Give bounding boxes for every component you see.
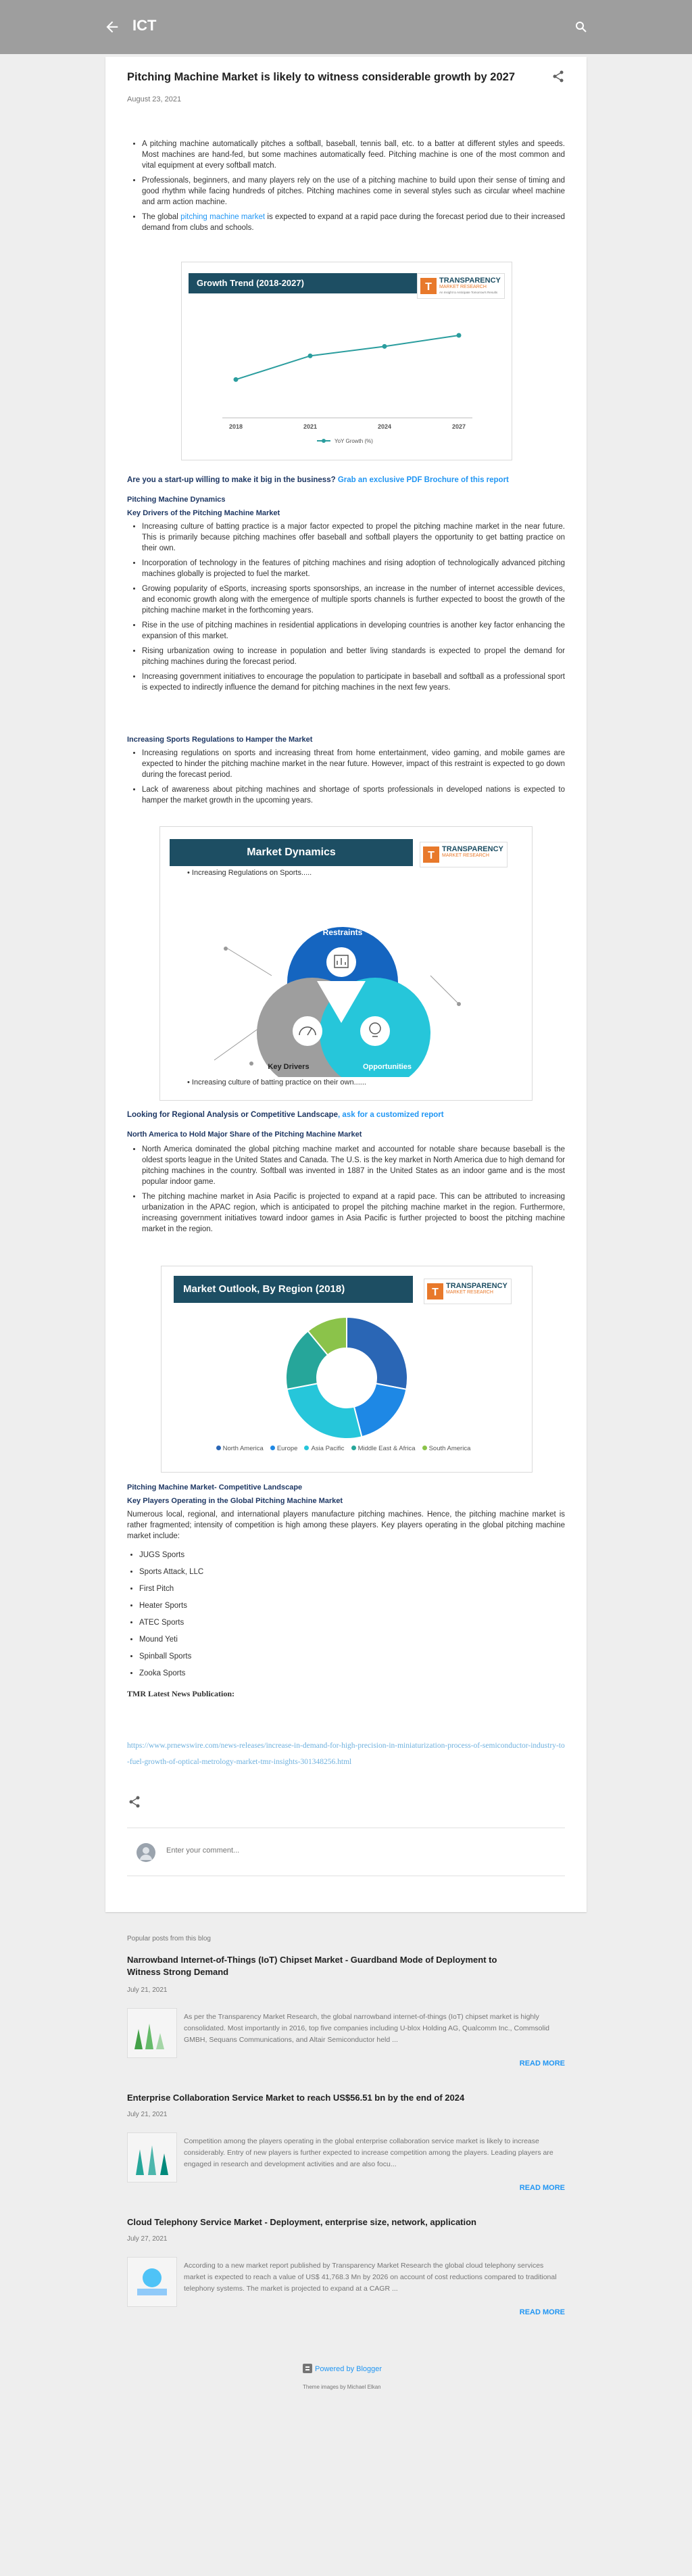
growth-line-chart: [182, 303, 512, 458]
avatar: [137, 1843, 155, 1862]
post-date: August 23, 2021: [127, 95, 182, 103]
figure-title: Market Outlook, By Region (2018): [174, 1276, 413, 1303]
players-intro: Numerous local, regional, and international players manufacture pitching machines. Hence, the pitching machine market is rather fragmented; intensity of competition is high among these players. Key players operating in the global pitching machine market include:: [127, 1510, 565, 1540]
restraints-heading: Increasing Sports Regulations to Hamper the Market: [127, 736, 313, 744]
player-item: • Heater Sports: [139, 1600, 565, 1611]
driver-bullet: • Growing popularity of eSports, increasing sports sponsorships, an increase in the number of internet accessible devices, and economic growth along with the emergence of multiple sports channels is further expected to boost the growth of the pitching machine market in the forthcoming years.: [142, 583, 565, 616]
tmr-logo: [420, 842, 508, 867]
players-list: [127, 1550, 565, 1679]
intro-bullet: • Professionals, beginners, and many players rely on the use of a pitching machine to build upon their sense of timing and good rhythm while facing hundreds of pitches. Pitching machines come in several styles such as circular wheel machine and arm action machine.: [142, 175, 565, 208]
news-heading: TMR Latest News Publication:: [127, 1689, 234, 1698]
intro-text: The global: [142, 213, 181, 221]
tmr-logo-mark-icon: [423, 846, 439, 863]
legend-item: [351, 1445, 416, 1452]
popular-post-date[interactable]: July 27, 2021: [127, 2235, 168, 2243]
series-line: [236, 335, 459, 379]
region-section: [127, 1129, 565, 1239]
popular-post-thumbnail[interactable]: [127, 2132, 177, 2183]
intro-bullet: • A pitching machine automatically pitches a softball, baseball, tennis ball, etc. to a batter at different styles and speeds. Most machines are hand-fed, but some machines automatically feed. Pitching machine is one of the most common and vital equipment at every softball match.: [142, 139, 565, 171]
key-drivers-label: Key Drivers: [268, 1063, 310, 1071]
legend-label: South America: [428, 1445, 471, 1452]
logo-text: TRANSPARENCY: [439, 277, 501, 285]
popular-post-snippet: Competition among the players operating in the global enterprise collaboration service market is likely to increase considerably. Entry of new players is further expected to increase competition among the players. Leading players are engaged in research and development activities and are also focu...: [184, 2137, 553, 2168]
back-arrow-icon[interactable]: [100, 15, 124, 39]
opportunities-icon-badge: [360, 1016, 390, 1046]
player-item: • JUGS Sports: [139, 1550, 565, 1560]
data-point: [457, 333, 462, 338]
legend-label: Middle East & Africa: [357, 1445, 416, 1452]
data-point: [308, 354, 313, 358]
theme-credit: Theme images by Michael Elkan: [303, 2384, 381, 2390]
popular-post-thumbnail[interactable]: [127, 2257, 177, 2307]
comment-input[interactable]: [165, 1846, 546, 1855]
share-icon[interactable]: [127, 1794, 142, 1809]
market-outlook-figure: [161, 1266, 533, 1473]
legend-dot: [216, 1446, 221, 1450]
restraints-label: Restraints: [322, 928, 363, 937]
post-title: Pitching Machine Market is likely to witness considerable growth by 2027: [127, 71, 516, 83]
driver-bullet: • Rise in the use of pitching machines in residential applications in developing countries is another key factor enhancing the expansion of this market.: [142, 620, 565, 642]
popular-post-thumbnail[interactable]: [127, 2008, 177, 2058]
user-avatar-icon: [137, 1843, 155, 1862]
player-item: • First Pitch: [139, 1583, 565, 1594]
custom-report-cta: [127, 1110, 565, 1120]
powered-by-blogger[interactable]: Powered by Blogger: [303, 2364, 382, 2373]
driver-bullet: • Incorporation of technology in the features of pitching machines and rising adoption of technologically advanced pitching machines globally is projected to fuel the market.: [142, 558, 565, 579]
drivers-icon-badge: [293, 1016, 322, 1046]
share-icon[interactable]: [551, 69, 566, 84]
blogger-icon: [303, 2364, 312, 2373]
logo-tag: An Insight to Anticipate Tomorrow's Results: [439, 291, 498, 294]
market-dynamics-figure: [159, 826, 533, 1101]
svg-text:T: T: [432, 1287, 439, 1298]
legend-label: YoY Growth (%): [335, 438, 373, 444]
tmr-logo-mark-icon: [427, 1283, 443, 1299]
donut-slice: [354, 1383, 406, 1437]
growth-trend-figure: [181, 262, 512, 460]
svg-text:T: T: [428, 850, 435, 861]
brochure-cta: [127, 475, 565, 485]
figure-title: Market Dynamics: [170, 839, 413, 866]
competitive-heading: Pitching Machine Market- Competitive Landscape: [127, 1483, 303, 1492]
legend-dot: [304, 1446, 309, 1450]
popular-post-date[interactable]: July 21, 2021: [127, 1986, 168, 1994]
x-tick-label: 2018: [228, 423, 243, 430]
player-item: • Spinball Sports: [139, 1651, 565, 1662]
tmr-logo: [417, 273, 505, 299]
competitive-section: [127, 1482, 565, 1699]
players-heading: Key Players Operating in the Global Pitching Machine Market: [127, 1497, 343, 1505]
intro-section: [127, 139, 565, 237]
donut-slice: [287, 1383, 362, 1439]
custom-report-link[interactable]: , ask for a customized report: [338, 1111, 444, 1119]
restraint-bullet: • Increasing regulations on sports and increasing threat from home entertainment, video gaming, and mobile games are expected to hinder the pitching machine market in the near future. However, impact of this restraint is expected to go down during the forecast period.: [142, 748, 565, 780]
legend-item: [304, 1445, 344, 1452]
x-tick-label: 2027: [451, 423, 466, 430]
legend-marker: [322, 439, 326, 443]
logo-text: TRANSPARENCY: [446, 1282, 508, 1290]
region-bullet: • The pitching machine market in Asia Pacific is projected to expand at a rapid pace. This can be attributed to increasing urbanization in the APAC region, which is anticipated to propel the pitching machine market in the region. Furthermore, increasing government initiatives toward indoor games in Asia Pacific is further projected to boost the pitching machine market in the region.: [142, 1191, 565, 1235]
intro-text: is expected to expand at a rapid pace during the forecast period due to their increased demand from clubs and schools.: [142, 213, 565, 232]
dynamics-heading: Pitching Machine Dynamics: [127, 496, 226, 504]
region-bullet: • North America dominated the global pitching machine market and accounted for notable share because baseball is the oldest sports league in the United States and Canada. The U.S. is the key market in North America due to high demand for pitching machines in the country. Softball was invented in 1887 in the United States as an indoor game and is the most popular indoor game.: [142, 1144, 565, 1187]
legend-item: [216, 1445, 264, 1452]
legend-item: [270, 1445, 298, 1452]
driver-bullet: • Increasing culture of batting practice is a major factor expected to propel the pitching machine market in the near future. This is primarily because pitching machines offer baseball and softball players the opportunity to get batting practice on their own.: [142, 521, 565, 554]
legend-label: Asia Pacific: [311, 1445, 345, 1452]
popular-posts-heading: Popular posts from this blog: [127, 1935, 211, 1942]
player-item: • ATEC Sports: [139, 1617, 565, 1628]
read-more-link[interactable]: READ MORE: [519, 2184, 565, 2192]
region-heading: North America to Hold Major Share of the Pitching Machine Market: [127, 1130, 362, 1139]
read-more-link[interactable]: READ MORE: [519, 2059, 565, 2068]
region-legend: [162, 1445, 532, 1452]
site-title[interactable]: ICT: [132, 17, 157, 34]
logo-sub: MARKET RESEARCH: [439, 285, 487, 289]
popular-post-title[interactable]: Narrowband Internet-of-Things (IoT) Chipset Market - Guardband Mode of Deployment to Witness Strong Demand: [127, 1955, 497, 1977]
legend-dot: [270, 1446, 275, 1450]
intro-bullet: [142, 212, 565, 233]
x-tick-label: 2021: [303, 423, 318, 430]
tmr-logo-mark-icon: [420, 278, 437, 294]
data-point: [382, 344, 387, 349]
cta-text: Looking for Regional Analysis or Competitive Landscape: [127, 1111, 339, 1119]
opportunities-label: Opportunities: [362, 1063, 412, 1071]
dynamics-note-bottom: • Increasing culture of batting practice on their own......: [187, 1078, 366, 1087]
read-more-link[interactable]: READ MORE: [519, 2308, 565, 2316]
restraints-section: [127, 734, 565, 810]
logo-text: TRANSPARENCY: [442, 845, 503, 853]
search-icon[interactable]: [569, 15, 593, 39]
restraint-bullet: • Lack of awareness about pitching machines and shortage of sports professionals in developed nations is expected to hamper the market growth in the upcoming years.: [142, 784, 565, 806]
legend-label: North America: [222, 1445, 264, 1452]
x-tick-label: 2024: [377, 423, 392, 430]
drivers-heading: Key Drivers of the Pitching Machine Market: [127, 509, 280, 517]
tmr-logo: [424, 1279, 512, 1304]
popular-post-title[interactable]: Cloud Telephony Service Market - Deployment, enterprise size, network, application: [127, 2217, 476, 2227]
cta-text: Are you a start-up willing to make it big in the business?: [127, 476, 338, 484]
player-item: • Mound Yeti: [139, 1634, 565, 1645]
venn-diagram: [160, 881, 532, 1077]
pitching-machine-market-link[interactable]: pitching machine market: [180, 213, 266, 221]
comment-section: [127, 1828, 565, 1876]
legend-item: [422, 1445, 471, 1452]
player-item: • Zooka Sports: [139, 1668, 565, 1679]
player-item: • Sports Attack, LLC: [139, 1567, 565, 1577]
legend-label: Europe: [276, 1445, 298, 1452]
legend-dot: [351, 1446, 356, 1450]
news-link[interactable]: https://www.prnewswire.com/news-releases/increase-in-demand-for-high-precision-in-miniaturization-process-of-semiconductor-industry-to-fuel-growth-of-optical-metrology-market-tmr-insights-301348256.html: [127, 1742, 565, 1766]
brochure-link[interactable]: Grab an exclusive PDF Brochure of this report: [337, 476, 509, 484]
logo-sub: MARKET RESEARCH: [446, 1290, 493, 1295]
logo-sub: MARKET RESEARCH: [442, 853, 489, 858]
popular-post-snippet: According to a new market report published by Transparency Market Research the global cloud telephony services market is expected to reach a value of US$ 41,768.3 Mn by 2026 on account of cost reductions compared to traditional telephony systems. The market is projected to expand at a CAGR ...: [184, 2262, 557, 2293]
donut-slice: [347, 1317, 407, 1389]
legend-dot: [422, 1446, 427, 1450]
data-point: [234, 377, 239, 382]
top-app-bar: [0, 0, 692, 54]
popular-post-title[interactable]: Enterprise Collaboration Service Market to reach US$56.51 bn by the end of 2024: [127, 2093, 465, 2103]
region-donut-chart: [279, 1314, 414, 1442]
popular-post-snippet: As per the Transparency Market Research, the global narrowband internet-of-things (IoT) chipset market is highly consolidated. Most importantly in 2016, top five companies including U-blox Holding AG, Qualcomm Inc., Commsolid GMBH, Sequans Communications, and Altair Semiconductor held ...: [184, 2013, 550, 2044]
figure-title: Growth Trend (2018-2027): [189, 273, 420, 293]
driver-bullet: • Increasing government initiatives to encourage the population to participate in baseball and softball as a professional sport is expected to indirectly influence the demand for pitching machines in the next few years.: [142, 671, 565, 693]
dynamics-note-top: • Increasing Regulations on Sports.....: [187, 869, 312, 877]
drivers-section: [127, 494, 565, 697]
popular-post-date[interactable]: July 21, 2021: [127, 2111, 168, 2118]
svg-text:T: T: [425, 281, 432, 293]
driver-bullet: • Rising urbanization owing to increase in population and better living standards is expected to propel the demand for pitching machines during the forecast period.: [142, 646, 565, 667]
